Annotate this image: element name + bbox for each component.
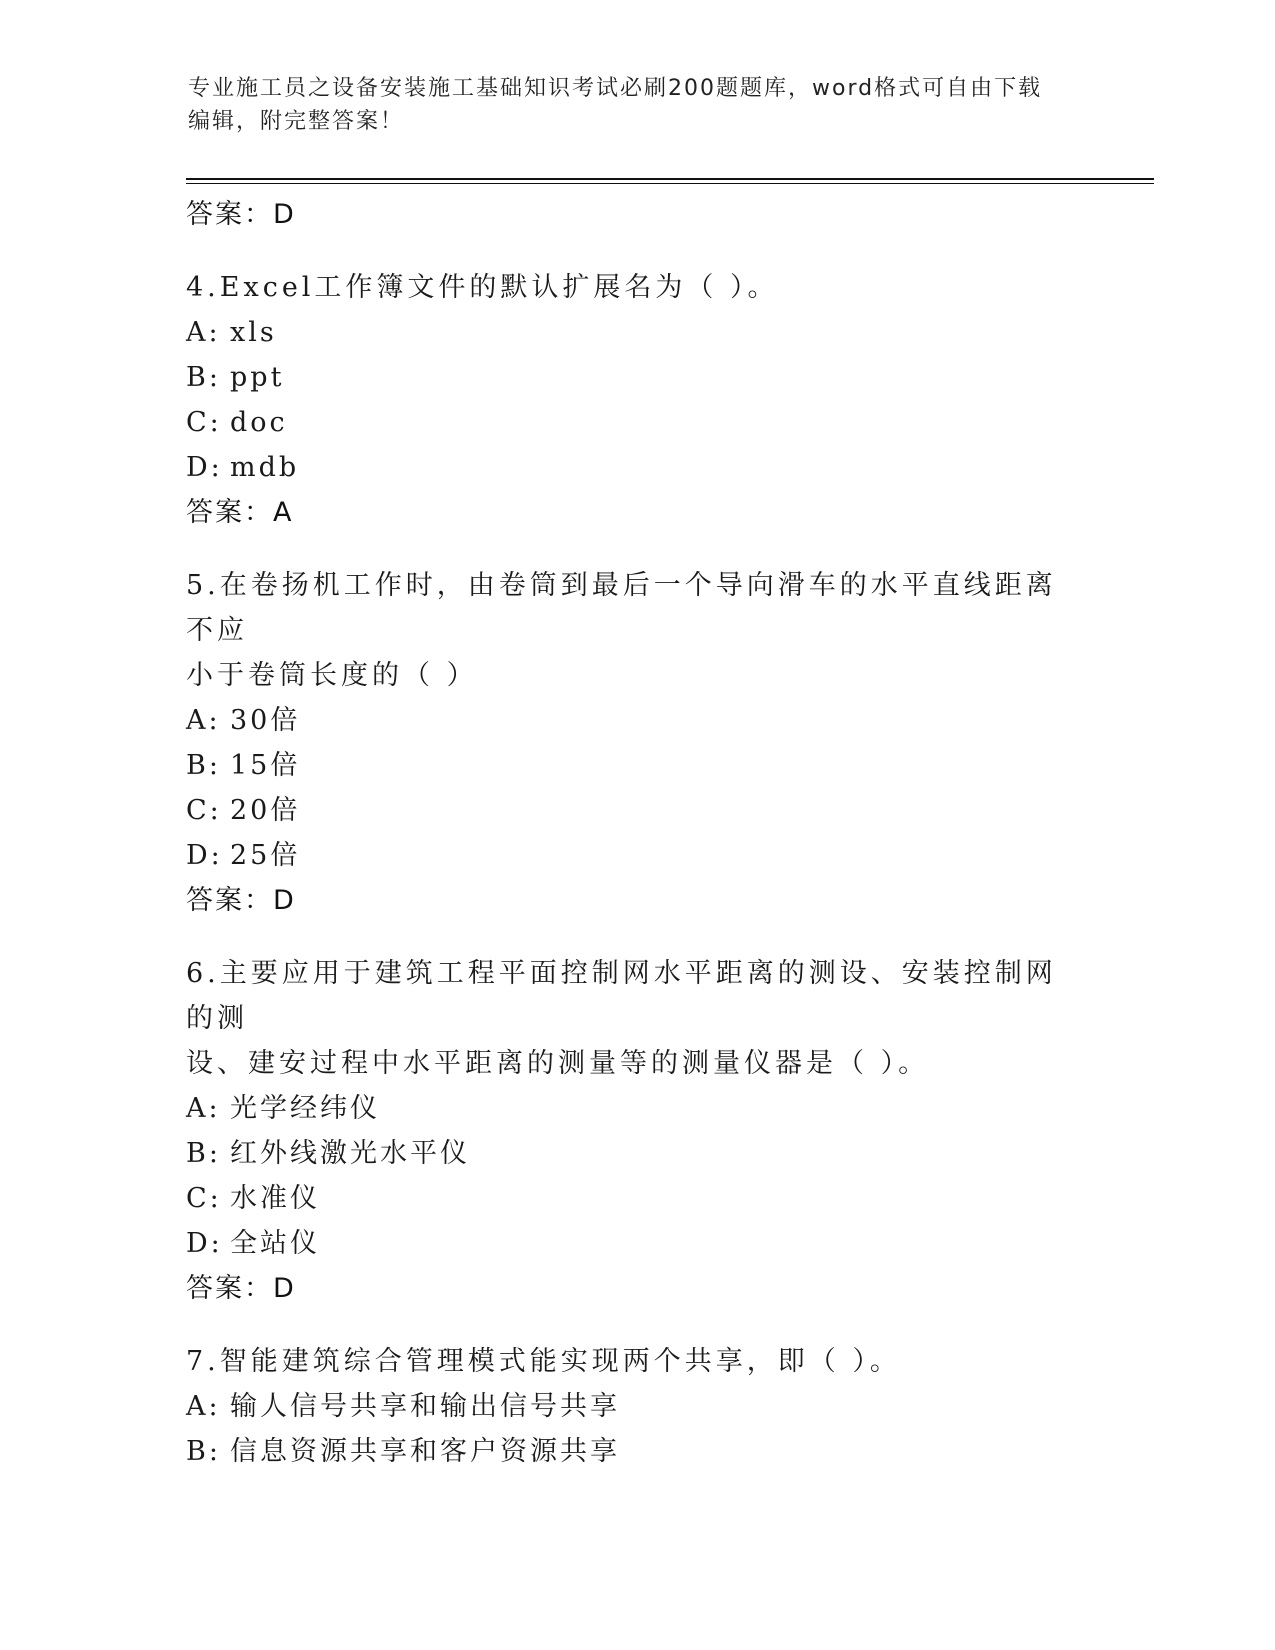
- option-letter: C:: [186, 1183, 222, 1214]
- option-letter: B:: [186, 362, 221, 393]
- option-text: mdb: [230, 452, 300, 483]
- question-stem: 6.主要应用于建筑工程平面控制网水平距离的测设、安装控制网的测: [186, 958, 1057, 1034]
- question-option: [186, 833, 1086, 878]
- question-option: [186, 1086, 1086, 1131]
- option-text: 25倍: [230, 840, 301, 871]
- header-rule-thin: [186, 183, 1154, 184]
- option-letter: B:: [186, 1138, 221, 1169]
- option-letter: A:: [186, 1391, 221, 1422]
- question-option: [186, 310, 1086, 355]
- option-text: doc: [230, 407, 288, 438]
- header-rule-thick: [186, 178, 1154, 180]
- question-stem: 设、建安过程中水平距离的测量等的测量仪器是（ ）。: [186, 1048, 930, 1079]
- option-letter: A:: [186, 317, 221, 348]
- answer-line: 答案：D: [186, 199, 296, 230]
- option-text: 20倍: [230, 795, 301, 826]
- header-line-2: 编辑，附完整答案！: [188, 109, 405, 134]
- question-option: [186, 1131, 1086, 1176]
- question-block: [186, 951, 1086, 1311]
- option-letter: D:: [186, 840, 223, 871]
- question-option: [186, 1221, 1086, 1266]
- option-letter: D:: [186, 452, 223, 483]
- question-list: [186, 192, 1086, 1474]
- option-letter: D:: [186, 1228, 223, 1259]
- answer-line: 答案：D: [186, 1273, 296, 1304]
- question-block: [186, 563, 1086, 923]
- question-option: [186, 355, 1086, 400]
- answer-line: 答案：D: [186, 885, 296, 916]
- header-line-1: 专业施工员之设备安装施工基础知识考试必刷200题题库，word格式可自由下载: [188, 76, 1043, 101]
- option-text: xls: [230, 317, 277, 348]
- question-option: [186, 1429, 1086, 1474]
- question-option: [186, 400, 1086, 445]
- option-text: 信息资源共享和客户资源共享: [230, 1436, 620, 1467]
- question-option: [186, 743, 1086, 788]
- option-text: 30倍: [230, 705, 301, 736]
- question-option: [186, 698, 1086, 743]
- option-letter: A:: [186, 1093, 221, 1124]
- option-text: 水准仪: [230, 1183, 320, 1214]
- option-letter: B:: [186, 750, 221, 781]
- page-header: [188, 72, 1088, 138]
- question-option: [186, 445, 1086, 490]
- question-stem: 7.智能建筑综合管理模式能实现两个共享，即（ ）。: [186, 1346, 901, 1377]
- option-text: 全站仪: [230, 1228, 320, 1259]
- questions-container: [186, 265, 1086, 1474]
- option-letter: B:: [186, 1436, 221, 1467]
- question-stem: 4.Excel工作簿文件的默认扩展名为（ ）。: [186, 272, 779, 303]
- option-text: 红外线激光水平仪: [230, 1138, 470, 1169]
- option-text: ppt: [230, 362, 285, 393]
- answer-line: 答案：A: [186, 497, 294, 528]
- option-letter: A:: [186, 705, 221, 736]
- option-text: 光学经纬仪: [230, 1093, 380, 1124]
- option-letter: C:: [186, 407, 222, 438]
- question-block: [186, 1339, 1086, 1474]
- question-option: [186, 1384, 1086, 1429]
- question-block: [186, 265, 1086, 535]
- question-option: [186, 1176, 1086, 1221]
- option-text: 15倍: [230, 750, 301, 781]
- option-text: 输人信号共享和输出信号共享: [230, 1391, 620, 1422]
- option-letter: C:: [186, 795, 222, 826]
- question-option: [186, 788, 1086, 833]
- question-stem: 5.在卷扬机工作时，由卷筒到最后一个导向滑车的水平直线距离不应: [186, 570, 1057, 646]
- question-stem: 小于卷筒长度的（ ）: [186, 660, 478, 691]
